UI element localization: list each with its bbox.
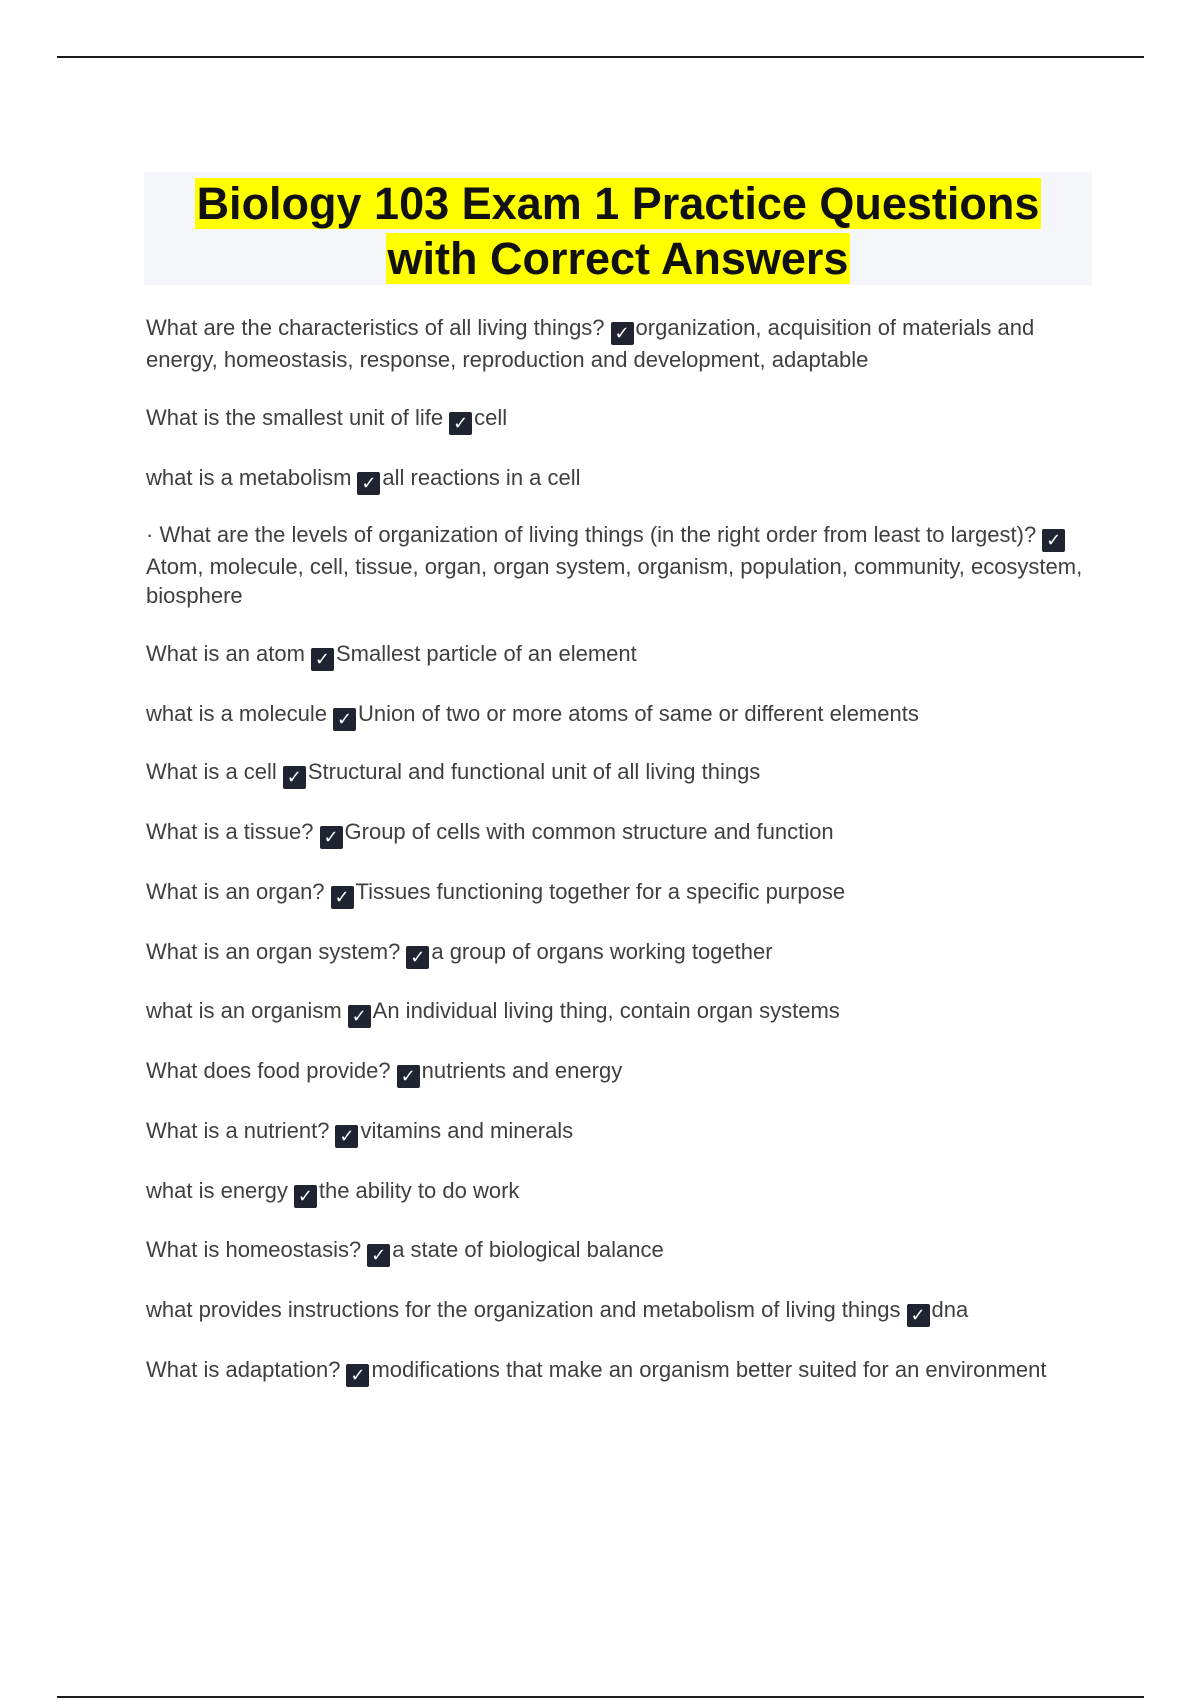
title-line-1: Biology 103 Exam 1 Practice Questions [196, 178, 1040, 229]
question-text: What is adaptation? [146, 1357, 341, 1382]
check-box-icon: ✓ [367, 1244, 390, 1267]
answer-text: modifications that make an organism better suited for an environment [371, 1357, 1047, 1382]
question-text: What does food provide? [146, 1058, 391, 1083]
qa-item [146, 757, 1096, 789]
question-text: What is a nutrient? [146, 1118, 330, 1143]
qa-item [146, 1176, 1096, 1208]
document-title [144, 172, 1092, 286]
question-text: What is a cell [146, 759, 277, 784]
check-box-icon: ✓ [357, 472, 380, 495]
qa-item [146, 996, 1096, 1028]
question-text: What is a tissue? [146, 819, 314, 844]
check-box-icon: ✓ [283, 766, 306, 789]
check-box-icon: ✓ [1042, 529, 1065, 552]
qa-item [146, 313, 1096, 374]
qa-item [146, 817, 1096, 849]
question-text: What is an organ? [146, 879, 325, 904]
answer-text: organization, acquisition of materials and energy, homeostasis, response, reproduction and development, adaptable [146, 315, 1035, 372]
question-text: what is an organism [146, 998, 342, 1023]
answer-text: the ability to do work [318, 1178, 520, 1203]
check-box-icon: ✓ [311, 648, 334, 671]
check-box-icon: ✓ [449, 412, 472, 435]
answer-text: Group of cells with common structure and function [344, 819, 834, 844]
check-box-icon: ✓ [348, 1005, 371, 1028]
title-line-2: with Correct Answers [387, 233, 849, 284]
answer-text: Structural and functional unit of all living things [307, 759, 761, 784]
check-box-icon: ✓ [907, 1304, 930, 1327]
qa-item [146, 1235, 1096, 1267]
check-box-icon: ✓ [331, 886, 354, 909]
question-text: what is a metabolism [146, 465, 352, 490]
question-text: what is energy [146, 1178, 288, 1203]
answer-text: dna [931, 1297, 969, 1322]
answer-text: Smallest particle of an element [335, 641, 637, 666]
answer-text: nutrients and energy [421, 1058, 623, 1083]
qa-item [146, 1295, 1096, 1327]
check-box-icon: ✓ [397, 1065, 420, 1088]
answer-text: all reactions in a cell [382, 465, 581, 490]
qa-item [146, 520, 1096, 610]
qa-item [146, 639, 1096, 671]
answer-text: Atom, molecule, cell, tissue, organ, organ system, organism, population, community, ecosystem, biosphere [146, 554, 1083, 608]
qa-item [146, 699, 1096, 731]
question-text: what is a molecule [146, 701, 327, 726]
qa-item [146, 463, 1096, 495]
qa-item [146, 877, 1096, 909]
bottom-rule [57, 1696, 1144, 1698]
question-text: What is an organ system? [146, 939, 401, 964]
qa-item [146, 937, 1096, 969]
question-text: what provides instructions for the organization and metabolism of living things [146, 1297, 901, 1322]
check-box-icon: ✓ [333, 708, 356, 731]
question-text: What is an atom [146, 641, 305, 666]
question-text: What is homeostasis? [146, 1237, 362, 1262]
qa-item [146, 403, 1096, 435]
qa-item [146, 1116, 1096, 1148]
check-box-icon: ✓ [294, 1185, 317, 1208]
answer-text: a state of biological balance [392, 1237, 664, 1262]
answer-text: vitamins and minerals [360, 1118, 574, 1143]
answer-text: An individual living thing, contain organ systems [372, 998, 840, 1023]
check-box-icon: ✓ [611, 322, 634, 345]
title-box [144, 172, 1092, 285]
answer-text: a group of organs working together [431, 939, 773, 964]
check-box-icon: ✓ [320, 826, 343, 849]
qa-item [146, 1355, 1096, 1387]
check-box-icon: ✓ [406, 946, 429, 969]
check-box-icon: ✓ [346, 1364, 369, 1387]
top-rule [57, 56, 1144, 58]
question-text: What are the characteristics of all living things? [146, 315, 605, 340]
check-box-icon: ✓ [335, 1125, 358, 1148]
answer-text: cell [474, 405, 508, 430]
question-text: · What are the levels of organization of living things (in the right order from least to largest)? [146, 522, 1037, 547]
question-text: What is the smallest unit of life [146, 405, 444, 430]
answer-text: Union of two or more atoms of same or different elements [357, 701, 919, 726]
answer-text: Tissues functioning together for a specific purpose [355, 879, 846, 904]
qa-item [146, 1056, 1096, 1088]
